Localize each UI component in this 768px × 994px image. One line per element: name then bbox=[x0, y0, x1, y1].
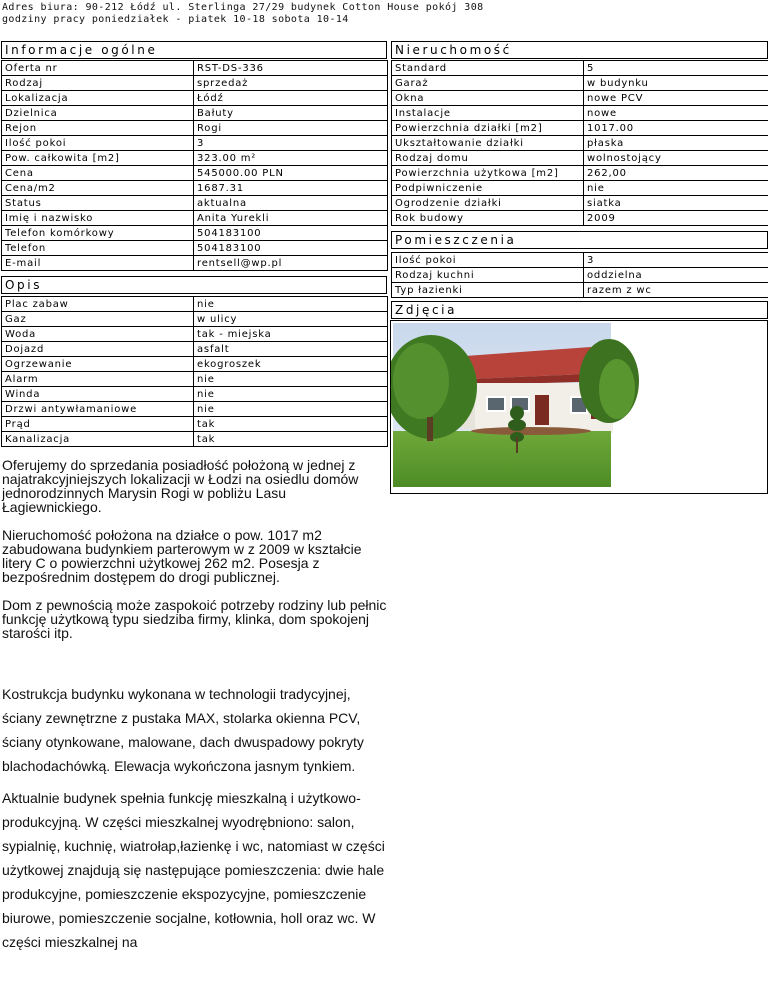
row-value: asfalt bbox=[194, 342, 388, 357]
office-address: Adres biura: 90-212 Łódź ul. Sterlinga 27/29 budynek Cotton House pokój 308 bbox=[2, 2, 484, 13]
row-label: Rodzaj kuchni bbox=[392, 268, 584, 283]
row-value: Rogi bbox=[194, 121, 388, 136]
table-row bbox=[2, 211, 388, 226]
general-info-table bbox=[1, 60, 388, 271]
table-row bbox=[2, 372, 388, 387]
description-paragraph-4: Kostrukcja budynku wykonana w technologii tradycyjnej, ściany zewnętrzne z pustaka MAX, stolarka okienna PCV, ściany otynkowane, malowane, dach dwuspadowy pokryty blachodachówką. Elewacja wykończona jasnym tynkiem. bbox=[2, 686, 364, 774]
row-label: Imię i nazwisko bbox=[2, 211, 194, 226]
section-photos-header: Zdjęcia bbox=[391, 301, 768, 319]
row-value: Bałuty bbox=[194, 106, 388, 121]
row-label: Woda bbox=[2, 327, 194, 342]
row-value: ekogroszek bbox=[194, 357, 388, 372]
row-label: Kanalizacja bbox=[2, 432, 194, 447]
rooms-table bbox=[391, 252, 768, 298]
table-row bbox=[2, 166, 388, 181]
row-label: Alarm bbox=[2, 372, 194, 387]
table-row bbox=[2, 402, 388, 417]
row-label: Dzielnica bbox=[2, 106, 194, 121]
row-value: nie bbox=[584, 181, 768, 196]
row-label: Gaz bbox=[2, 312, 194, 327]
row-label: Winda bbox=[2, 387, 194, 402]
row-value: sprzedaż bbox=[194, 76, 388, 91]
row-label: Rok budowy bbox=[392, 211, 584, 226]
row-label: Powierzchnia użytkowa [m2] bbox=[392, 166, 584, 181]
description-paragraph-3: Dom z pewnością może zaspokoić potrzeby rodziny lub pełnic funkcję użytkową typu siedziba firmy, klinka, dom spokojenj starości itp. bbox=[2, 597, 387, 641]
table-row bbox=[2, 61, 388, 76]
row-label: Drzwi antywłamaniowe bbox=[2, 402, 194, 417]
table-row bbox=[2, 151, 388, 166]
table-row bbox=[2, 136, 388, 151]
table-row bbox=[2, 432, 388, 447]
section-rooms-header: Pomieszczenia bbox=[391, 231, 768, 249]
table-row bbox=[2, 91, 388, 106]
description-paragraph-1: Oferujemy do sprzedania posiadłość położoną w jednej z najatrakcyjniejszych lokalizacji w Łodzi na osiedlu domów jednorodzinnych Marysin Rogi w pobliżu Lasu Łagiewnickiego. bbox=[2, 457, 359, 515]
row-value: siatka bbox=[584, 196, 768, 211]
table-row bbox=[392, 61, 768, 76]
table-row bbox=[392, 253, 768, 268]
row-value: nowe bbox=[584, 106, 768, 121]
table-row bbox=[392, 76, 768, 91]
row-value: nie bbox=[194, 402, 388, 417]
row-value: 262,00 bbox=[584, 166, 768, 181]
row-value: RST-DS-336 bbox=[194, 61, 388, 76]
row-value: tak - miejska bbox=[194, 327, 388, 342]
table-row bbox=[2, 121, 388, 136]
row-value: tak bbox=[194, 432, 388, 447]
table-row bbox=[2, 76, 388, 91]
table-row bbox=[2, 256, 388, 271]
row-value: 1017.00 bbox=[584, 121, 768, 136]
table-row bbox=[2, 181, 388, 196]
row-value: 5 bbox=[584, 61, 768, 76]
table-row bbox=[392, 211, 768, 226]
row-label: Ogrzewanie bbox=[2, 357, 194, 372]
office-hours: godziny pracy poniedziałek - piatek 10-18 sobota 10-14 bbox=[2, 14, 349, 25]
row-value: 504183100 bbox=[194, 241, 388, 256]
row-label: Ogrodzenie działki bbox=[392, 196, 584, 211]
row-label: Pow. całkowita [m2] bbox=[2, 151, 194, 166]
row-value: nowe PCV bbox=[584, 91, 768, 106]
row-label: Rodzaj bbox=[2, 76, 194, 91]
row-value: 504183100 bbox=[194, 226, 388, 241]
section-general-header: Informacje ogólne bbox=[1, 41, 387, 59]
row-label: Telefon komórkowy bbox=[2, 226, 194, 241]
table-row bbox=[392, 181, 768, 196]
table-row bbox=[392, 283, 768, 298]
table-row bbox=[392, 106, 768, 121]
description-paragraph-5: Aktualnie budynek spełnia funkcję mieszkalną i użytkowo-produkcyjną. W części mieszkalnej wyodrębniono: salon, sypialnię, kuchnię, wiatrołap,łazienkę i wc, natomiast w części użytkowej znajdują się następujące pomieszczenia: dwie hale produkcyjne, pomieszczenie ekspozycyjne, pomieszczenie biurowe, pomieszczenie socjalne, kotłownia, holl oraz wc. W części mieszkalnej na bbox=[2, 790, 385, 950]
table-row bbox=[392, 196, 768, 211]
table-row bbox=[2, 241, 388, 256]
row-value: tak bbox=[194, 417, 388, 432]
row-label: Dojazd bbox=[2, 342, 194, 357]
house-photo[interactable] bbox=[391, 321, 767, 493]
row-label: Ilość pokoi bbox=[2, 136, 194, 151]
row-label: Lokalizacja bbox=[2, 91, 194, 106]
row-value: Anita Yurekli bbox=[194, 211, 388, 226]
row-value: aktualna bbox=[194, 196, 388, 211]
row-label: Rejon bbox=[2, 121, 194, 136]
table-row bbox=[2, 327, 388, 342]
table-row bbox=[2, 106, 388, 121]
row-label: Status bbox=[2, 196, 194, 211]
row-label: Podpiwniczenie bbox=[392, 181, 584, 196]
row-label: Prąd bbox=[2, 417, 194, 432]
row-value: razem z wc bbox=[584, 283, 768, 298]
row-label: Standard bbox=[392, 61, 584, 76]
table-row bbox=[2, 312, 388, 327]
row-label: Garaż bbox=[392, 76, 584, 91]
row-label: Ukształtowanie działki bbox=[392, 136, 584, 151]
row-value: Łódź bbox=[194, 91, 388, 106]
row-value: rentsell@wp.pl bbox=[194, 256, 388, 271]
row-value: 1687.31 bbox=[194, 181, 388, 196]
row-label: Ilość pokoi bbox=[392, 253, 584, 268]
row-value: oddzielna bbox=[584, 268, 768, 283]
row-label: Oferta nr bbox=[2, 61, 194, 76]
row-value: wolnostojący bbox=[584, 151, 768, 166]
description-paragraph-2: Nieruchomość położona na działce o pow. 1017 m2 zabudowana budynkiem parterowym w z 2009 w kształcie litery C o powierzchni użytkowej 262 m2. Posesja z bezpośrednim dostępem do drogi publicznej. bbox=[2, 527, 362, 585]
table-row bbox=[2, 387, 388, 402]
section-property-header: Nieruchomość bbox=[391, 41, 768, 59]
row-value: płaska bbox=[584, 136, 768, 151]
table-row bbox=[2, 196, 388, 211]
table-row bbox=[392, 151, 768, 166]
table-row bbox=[2, 357, 388, 372]
row-label: Cena bbox=[2, 166, 194, 181]
row-value: 3 bbox=[584, 253, 768, 268]
row-value: nie bbox=[194, 387, 388, 402]
office-info bbox=[2, 2, 484, 26]
section-opis-header: Opis bbox=[1, 276, 387, 294]
offer-description bbox=[2, 458, 388, 954]
table-row bbox=[2, 342, 388, 357]
row-label: Powierzchnia działki [m2] bbox=[392, 121, 584, 136]
photo-frame bbox=[390, 320, 768, 494]
row-label: Okna bbox=[392, 91, 584, 106]
row-label: Typ łazienki bbox=[392, 283, 584, 298]
row-label: Plac zabaw bbox=[2, 297, 194, 312]
table-row bbox=[392, 136, 768, 151]
table-row bbox=[392, 121, 768, 136]
row-label: Cena/m2 bbox=[2, 181, 194, 196]
row-value: w ulicy bbox=[194, 312, 388, 327]
row-value: nie bbox=[194, 297, 388, 312]
row-value: 3 bbox=[194, 136, 388, 151]
row-value: w budynku bbox=[584, 76, 768, 91]
table-row bbox=[2, 297, 388, 312]
table-row bbox=[2, 417, 388, 432]
table-row bbox=[392, 268, 768, 283]
row-value: nie bbox=[194, 372, 388, 387]
row-value: 545000.00 PLN bbox=[194, 166, 388, 181]
row-value: 2009 bbox=[584, 211, 768, 226]
table-row bbox=[392, 166, 768, 181]
property-table bbox=[391, 60, 768, 226]
row-label: Rodzaj domu bbox=[392, 151, 584, 166]
row-label: E-mail bbox=[2, 256, 194, 271]
table-row bbox=[392, 91, 768, 106]
opis-table bbox=[1, 296, 388, 447]
row-value: 323.00 m² bbox=[194, 151, 388, 166]
table-row bbox=[2, 226, 388, 241]
row-label: Instalacje bbox=[392, 106, 584, 121]
row-label: Telefon bbox=[2, 241, 194, 256]
